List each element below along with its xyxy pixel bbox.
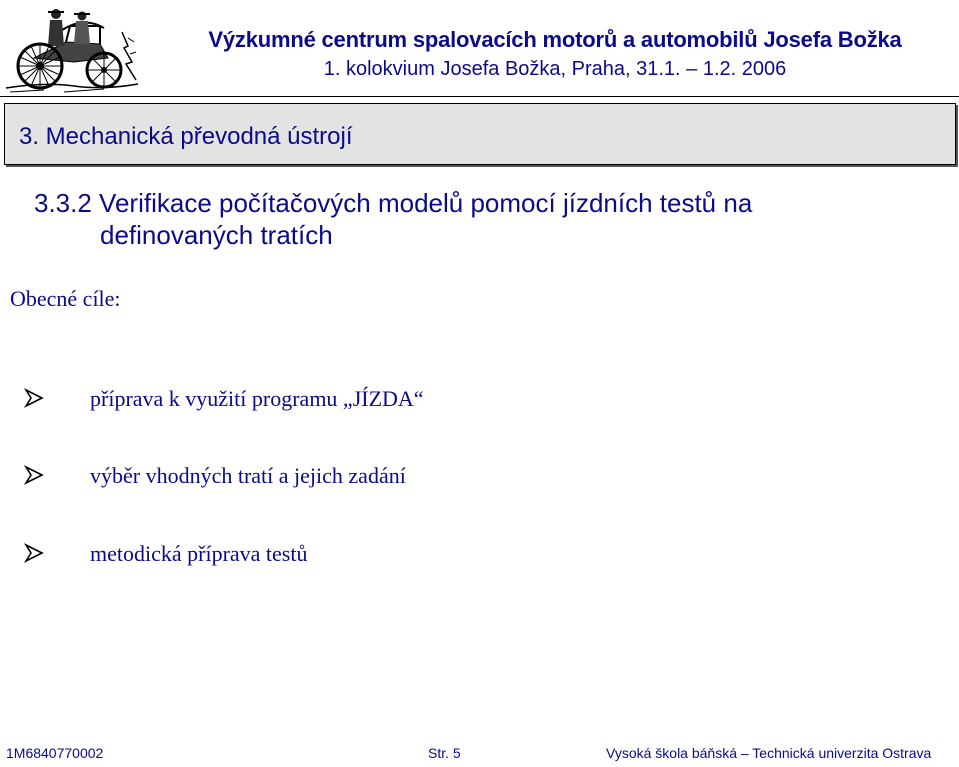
- header-divider: [0, 96, 959, 97]
- list-item-text: metodická příprava testů: [90, 541, 308, 566]
- footer-page-number: Str. 5: [428, 745, 461, 761]
- goals-label: Obecné cíle:: [10, 286, 121, 311]
- subsection-heading-line1: 3.3.2 Verifikace počítačových modelů pomocí jízdních testů na: [34, 188, 753, 218]
- list-item-text: výběr vhodných tratí a jejich zadání: [90, 463, 406, 488]
- arrowhead-bullet-icon: [24, 465, 44, 485]
- section-title: 3. Mechanická převodná ústrojí: [19, 123, 353, 150]
- arrowhead-bullet-icon: [24, 388, 44, 408]
- subsection-heading-line2: definovaných tratích: [100, 220, 333, 250]
- header-subtitle: 1. kolokvium Josefa Božka, Praha, 31.1. – 1.2. 2006: [323, 58, 787, 80]
- subsection-heading: [34, 187, 914, 251]
- footer-project-code: 1M6840770002: [6, 745, 104, 761]
- vintage-car-logo-icon: [4, 2, 140, 94]
- arrowhead-bullet-icon: [24, 543, 44, 563]
- header-title: Výzkumné centrum spalovacích motorů a automobilů Josefa Božka: [208, 27, 902, 52]
- list-item-text: příprava k využití programu „JÍZDA“: [90, 386, 424, 411]
- section-title-box: [4, 103, 956, 165]
- footer-institution: Vysoká škola báňská – Technická univerzita Ostrava: [606, 745, 932, 761]
